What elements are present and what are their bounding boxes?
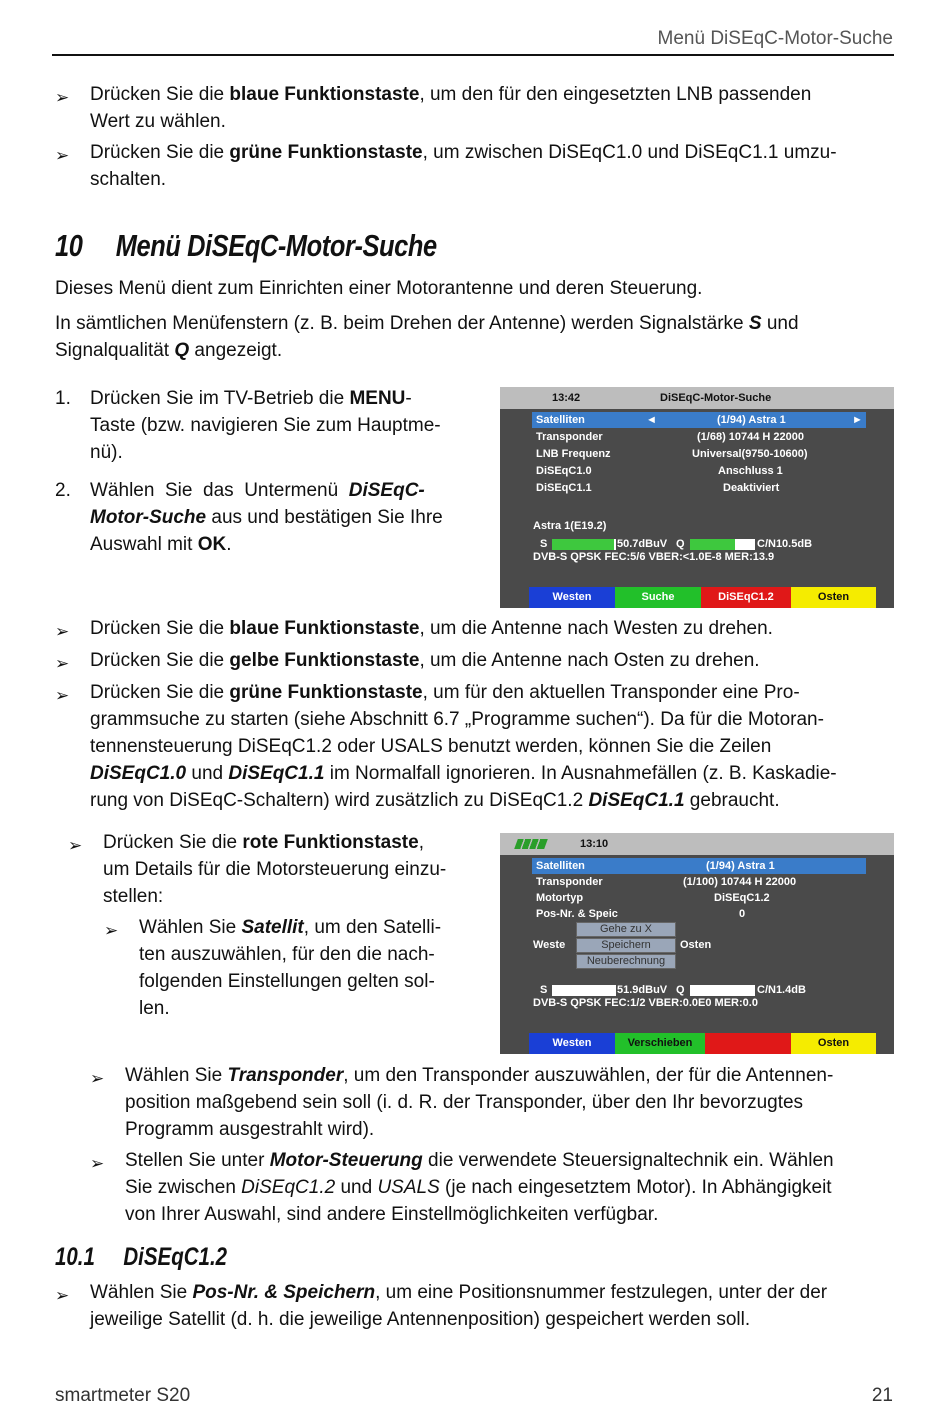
tv-row-satellite	[532, 412, 866, 428]
step-1: Drücken Sie im TV-Betrieb die MENU- Taste (bzw. navigieren Sie zum Hauptme- nü).	[90, 388, 441, 463]
position-bullet: Wählen Sie Pos-Nr. & Speichern, um eine Positionsnummer festzulegen, unter der der jeweilige Satellit (d. h. die jeweilige Antennenposition) gespeichert werden soll.	[90, 1282, 828, 1330]
tv-satellite-position: Astra 1(E19.2)	[533, 520, 607, 532]
intro-bullet-1: Drücken Sie die blaue Funktionstaste, um den für den eingesetzten LNB passenden Wert zu wählen.	[90, 84, 812, 132]
subsection-heading: 10.1 DiSEqC1.2	[55, 1243, 228, 1271]
tv-row-diseqc11	[536, 480, 866, 496]
bullet-arrow-icon: ➢	[55, 1286, 70, 1305]
bullet-arrow-icon: ➢	[55, 88, 70, 107]
tv-row-label: Satelliten	[536, 414, 585, 426]
signal-strength-icon	[514, 839, 548, 849]
tv-row-label: DiSEqC1.1	[536, 482, 592, 494]
key-yellow-east: Osten	[791, 587, 876, 608]
footer-product: smartmeter S20	[55, 1385, 191, 1406]
tv-row-value: DiSEqC1.2	[714, 892, 770, 904]
tv-row-transponder	[536, 429, 866, 445]
key-green-move: Verschieben	[615, 1033, 705, 1054]
key-yellow-east: Osten	[791, 1033, 876, 1054]
signal-quality-bar-rest	[735, 539, 755, 550]
tv-info-line: DVB-S QPSK FEC:1/2 VBER:0.0E0 MER:0.0	[533, 997, 758, 1009]
step-number-1: 1.	[55, 388, 71, 409]
tv-row-label: LNB Frequenz	[536, 448, 611, 460]
tv-menu-title: DiSEqC-Motor-Suche	[660, 392, 772, 404]
key-blue-west: Westen	[529, 1033, 615, 1054]
tv-row-label: DiSEqC1.0	[536, 465, 592, 477]
bullet-arrow-icon: ➢	[55, 686, 70, 705]
signal-quality-bar	[690, 539, 735, 550]
tv-info-line: DVB-S QPSK FEC:5/6 VBER:<1.0E-8 MER:13.9	[533, 551, 775, 563]
tv-row-label: Transponder	[536, 876, 603, 888]
section-heading: 10 Menü DiSEqC-Motor-Suche	[55, 228, 437, 263]
tv-row-value: (1/100) 10744 H 22000	[683, 876, 797, 888]
tv-row-lnb	[536, 446, 866, 462]
tv-row-label: Satelliten	[536, 860, 585, 872]
step-number-2: 2.	[55, 480, 71, 501]
tv-save-button: Speichern	[576, 938, 676, 953]
tv-screenshot-motor-search	[500, 387, 894, 608]
motor-control-bullet: Stellen Sie unter Motor-Steuerung die verwendete Steuersignaltechnik ein. Wählen Sie zwischen DiSEqC1.2 und USALS (je nach eingesetztem Motor). In Abhängigkeit von Ihrer Auswahl, sind andere Einstellmöglichkeiten verfügbar.	[125, 1150, 834, 1225]
tv-clock: 13:10	[580, 838, 609, 850]
tv-quality-label: Q	[676, 984, 685, 996]
tv-east-label: Osten	[680, 939, 712, 951]
section-paragraph-2: In sämtlichen Menüfenstern (z. B. beim Drehen der Antenne) werden Signalstärke S und Signalqualität Q angezeigt.	[55, 313, 799, 361]
red-key-bullet: Drücken Sie die rote Funktionstaste, um Details für die Motorsteuerung einzu- stellen:	[103, 832, 447, 907]
signal-strength-bar	[552, 985, 616, 996]
tv-row-value: (1/94) Astra 1	[717, 414, 786, 426]
tv-title-bar	[500, 387, 894, 409]
tv-clock: 13:42	[552, 392, 581, 404]
tv-screenshot-motor-details	[500, 833, 894, 1054]
signal-strength-bar-rest	[614, 539, 616, 550]
tv-quality-label: Q	[676, 538, 685, 550]
signal-strength-bar	[552, 539, 614, 550]
intro-bullet-2: Drücken Sie die grüne Funktionstaste, um zwischen DiSEqC1.0 und DiSEqC1.1 umzu- schalten.	[90, 142, 837, 190]
tv-row-value: Universal(9750-10600)	[692, 448, 808, 460]
running-header: Menü DiSEqC-Motor-Suche	[657, 28, 893, 49]
tv-goto-button: Gehe zu X	[576, 922, 676, 937]
satellite-bullet: Wählen Sie Satellit, um den Satelli- ten auszuwählen, für den die nach- folgenden Einstellungen gelten sol- len.	[139, 917, 442, 1019]
tv-row-diseqc10	[536, 463, 866, 479]
tv-row-label: Transponder	[536, 431, 603, 443]
left-arrow-icon: ◄	[646, 414, 657, 426]
tv-signal-value: 50.7dBuV	[617, 538, 668, 550]
bullet-arrow-icon: ➢	[68, 836, 83, 855]
tv-row-value: Deaktiviert	[723, 482, 780, 494]
bullet-arrow-icon: ➢	[90, 1069, 105, 1088]
tv-signal-label: S	[540, 984, 548, 996]
bullet-arrow-icon: ➢	[55, 654, 70, 673]
signal-quality-bar	[690, 985, 755, 996]
bullet-arrow-icon: ➢	[55, 622, 70, 641]
mid-bullet-east: Drücken Sie die gelbe Funktionstaste, um die Antenne nach Osten zu drehen.	[90, 650, 760, 671]
tv-row-value: 0	[739, 908, 746, 920]
tv-row-value: (1/94) Astra 1	[706, 860, 775, 872]
header-rule	[52, 54, 894, 56]
tv-row-label: Motortyp	[536, 892, 584, 904]
tv-row-satellite	[532, 858, 866, 874]
tv-signal-label: S	[540, 538, 548, 550]
key-green-search: Suche	[615, 587, 701, 608]
right-arrow-icon: ►	[852, 414, 863, 426]
tv-signal-value: 51.9dBuV	[617, 984, 668, 996]
tv-row-value: Anschluss 1	[718, 465, 783, 477]
tv-row-value: (1/68) 10744 H 22000	[697, 431, 805, 443]
step-2: Wählen Sie das Untermenü DiSEqC- Motor-Suche aus und bestätigen Sie Ihre Auswahl mit OK.	[90, 480, 443, 555]
tv-quality-value: C/N1.4dB	[757, 984, 806, 996]
tv-row-position	[536, 906, 866, 922]
key-blue-west: Westen	[529, 587, 615, 608]
tv-row-transponder	[536, 874, 866, 890]
mid-bullet-search: Drücken Sie die grüne Funktionstaste, um für den aktuellen Transponder eine Pro- grammsuche zu starten (siehe Abschnitt 6.7 „Programme suchen“). Da für die Motoran- tennensteuerung DiSEqC1.2 oder USALS benutzt werden, können Sie die Zeilen DiSEqC1.0 und DiSEqC1.1 im Normalfall ignorieren. In Ausnahmefällen (z. B. Kaskadie- rung von DiSEqC-Schaltern) wird zusätzlich zu DiSEqC1.2 DiSEqC1.1 gebraucht.	[90, 682, 837, 811]
key-red	[705, 1033, 791, 1054]
tv-recalc-button: Neuberechnung	[576, 954, 676, 969]
bullet-arrow-icon: ➢	[90, 1154, 105, 1173]
tv-west-label: Weste	[533, 939, 566, 951]
bullet-arrow-icon: ➢	[104, 921, 119, 940]
key-red-diseqc12: DiSEqC1.2	[701, 587, 791, 608]
transponder-bullet: Wählen Sie Transponder, um den Transponder auszuwählen, der für die Antennen- position maßgebend sein soll (i. d. R. der Transponder, über den Ihr bevorzugtes Programm ausgestrahlt wird).	[125, 1065, 834, 1140]
section-paragraph-1: Dieses Menü dient zum Einrichten einer Motorantenne und deren Steuerung.	[55, 278, 703, 299]
tv-row-motortype	[536, 890, 866, 906]
bullet-arrow-icon: ➢	[55, 146, 70, 165]
tv-row-label: Pos-Nr. & Speic	[536, 908, 618, 920]
tv-title-bar	[500, 833, 894, 855]
page-number: 21	[871, 1385, 893, 1406]
tv-quality-value: C/N10.5dB	[757, 538, 813, 550]
mid-bullet-west: Drücken Sie die blaue Funktionstaste, um die Antenne nach Westen zu drehen.	[90, 618, 773, 639]
